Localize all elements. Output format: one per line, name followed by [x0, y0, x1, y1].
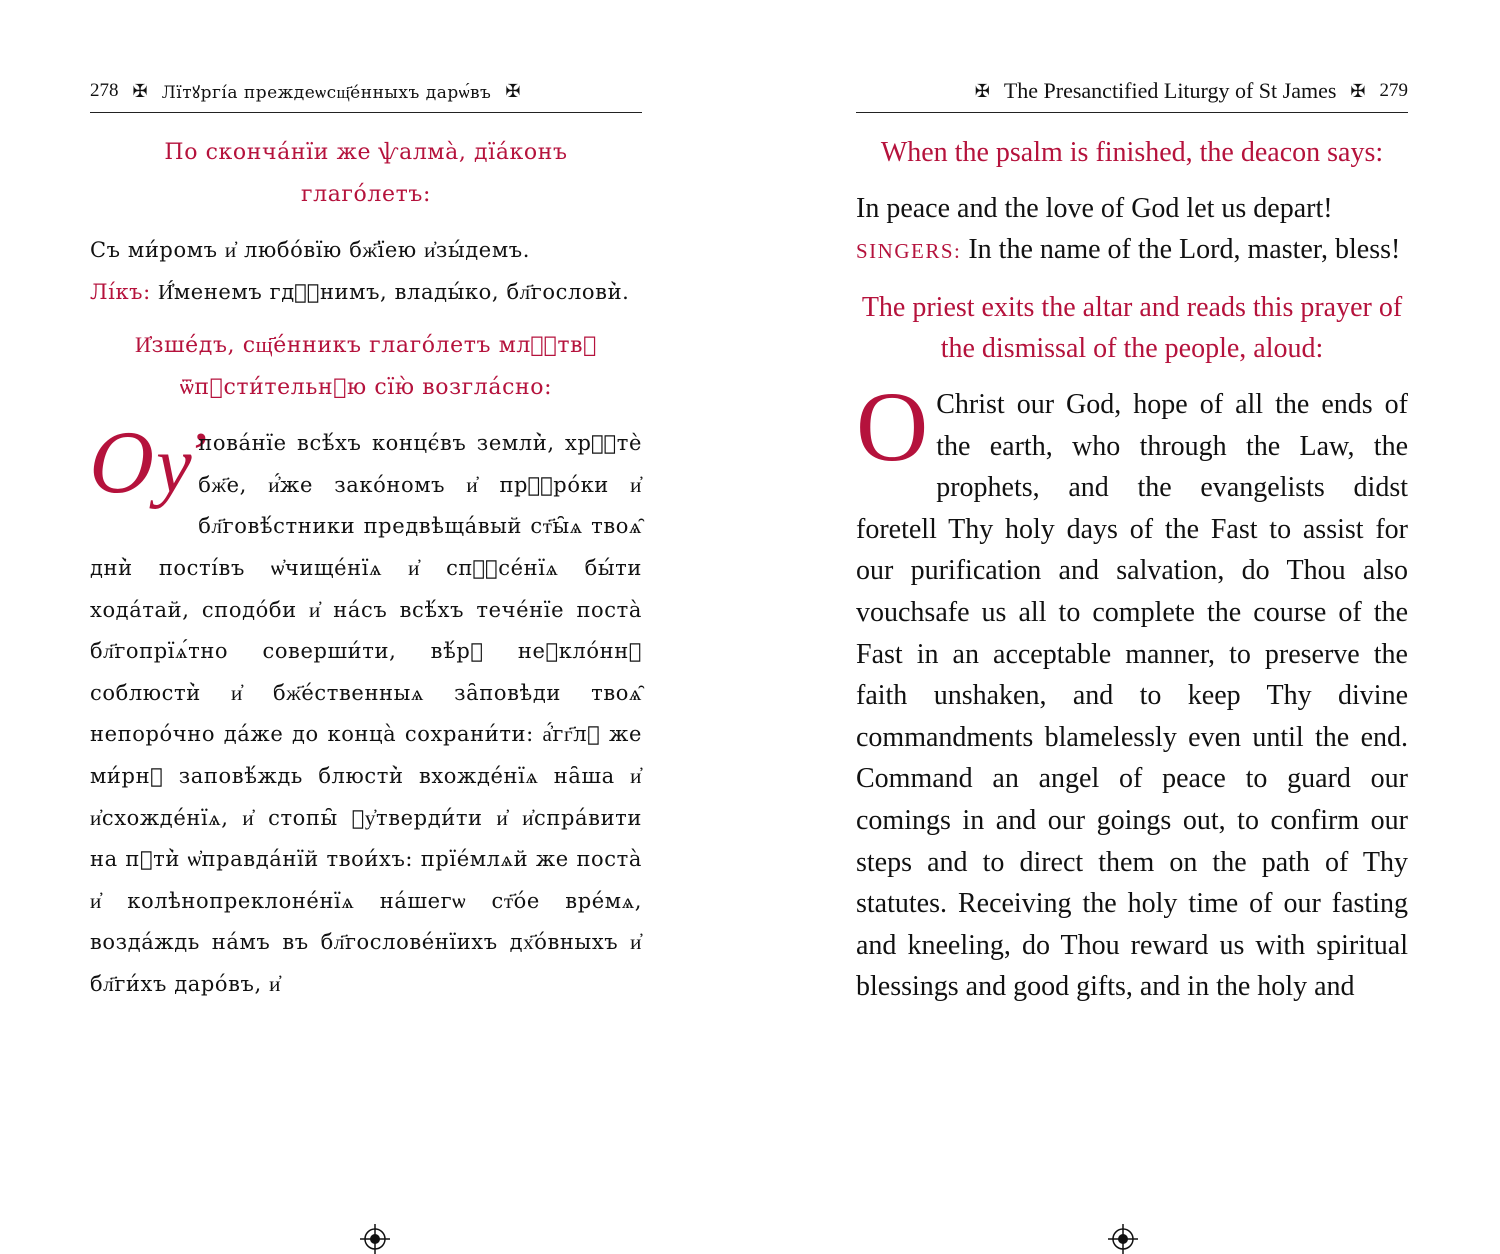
left-dialogue: [90, 230, 642, 313]
left-text-1: Съ ми́ромъ и҆ любо́вїю бж҃їею и҆зы́демъ.: [90, 238, 530, 262]
left-drop-cap: Оу҆: [90, 418, 193, 512]
left-body: [90, 132, 642, 1006]
right-text-2: In the name of the Lord, master, bless!: [968, 234, 1401, 266]
left-page: [0, 0, 750, 1252]
left-rubric-2: И҆зше́дъ, сщ҃е́нникъ глаго́летъ млⷭ҇твꙋ ѿпꙋсти́тельнꙋю сїю̀ возгла́сно:: [135, 333, 597, 401]
left-running-header: [90, 70, 642, 113]
right-prayer-text: Christ our God, hope of all the ends of the earth, who through the Law, the prophets, and the evangelists didst foretell Thy holy days of the Fast to assist for our purification and salvation, do Thou also vouchsafe us all to complete the course of the Fast in an acceptable manner, to preserve the faith unshaken, and to keep Thy divine commandments blamelessly even until the end. Command an angel of peace to guard our comings in and our goings out, to confirm our steps and to direct them on the path of Thy statutes. Receiving the holy time of our fasting and kneeling, do Thou reward us with spiritual blessings and good gifts, and in the holy and: [856, 388, 1408, 1003]
left-prayer-paragraph: [90, 418, 642, 1005]
right-dialogue: [856, 188, 1408, 273]
right-rubric-2: The priest exits the altar and reads this prayer of the dismissal of the people, aloud:: [861, 291, 1403, 365]
right-speaker-1: SINGERS:: [856, 239, 962, 264]
left-text-2: И҆́менемъ гдⷭ҇нимъ, влады́ко, бл҃гослови̇̀.: [158, 279, 630, 304]
left-running-title: Лїтꙋргі́а преждеѡсщ҃е́нныхъ дарѡ́въ: [161, 82, 492, 103]
right-text-1: In peace and the love of God let us depart!: [856, 192, 1333, 224]
right-running-title: The Presanctified Liturgy of St James: [1003, 78, 1337, 103]
registration-mark-icon: [1108, 1224, 1138, 1254]
right-rubric-1: When the psalm is finished, the deacon says:: [880, 137, 1384, 168]
left-rubric-1: По сконча́нїи же ѱалма̀, дїа́конъ глаго́летъ:: [164, 140, 568, 207]
registration-mark-icon: [360, 1224, 390, 1254]
right-prayer-paragraph: [856, 370, 1408, 1008]
right-body: [856, 132, 1408, 1008]
cross-icon: ✠: [974, 80, 990, 102]
left-speaker-1: Лі́къ:: [90, 279, 151, 304]
left-page-number: 278: [90, 80, 119, 101]
cross-icon: ✠: [1350, 80, 1366, 102]
right-running-header: [856, 70, 1408, 113]
left-prayer-text: пова́нїе всѣ́хъ концє́въ земли̇̀, хрⷭ҇тѐ бж҃е, и҆́же зако́номъ и҆ прⷪ҇ро́ки и҆ бл҃говѣ́стники предвѣща́вый ст҃ы̑ѧ твоѧ̑ дни̇̀ пості́въ ѡ҆чище́нїѧ и҆ спⷭ҇се́нїѧ бы́ти хода́тай, сподо́би и҆ на́съ всѣ́хъ тече́нїе поста̀ бл҃гопрїѧ́тно соверши́ти, вѣ́рꙋ неꙋкло́ннꙋ соблюсти̇̀ и҆ бж҃е́ственныѧ за̑повѣди твоѧ̑ непоро́чно да́же до конца̀ сохрани́ти: а҆́гг҃лꙋ же ми́рнꙋ заповѣ́ждь блюсти̇̀ вхожде́нїѧ на̑ша и҆ и҆схожде́нїѧ, и҆ стопы̑ ᲂу҆тверди́ти и҆ и҆спра́вити на пꙋти̇̀ ѡ҆правда́нїй твои́хъ: прїе́млѧй же поста̀ и҆ колѣнопреклоне́нїѧ на́шегѡ ст҃о́е вре́мѧ, возда́ждь на́мъ въ бл҃гослове́нїихъ дх҃о́вныхъ и҆ бл҃ги́хъ даро́въ, и҆: [90, 431, 642, 996]
right-drop-cap: O: [856, 370, 929, 482]
cross-icon: ✠: [132, 80, 148, 102]
right-page-number: 279: [1379, 80, 1408, 101]
right-page: [750, 0, 1500, 1252]
cross-icon: ✠: [505, 80, 521, 102]
